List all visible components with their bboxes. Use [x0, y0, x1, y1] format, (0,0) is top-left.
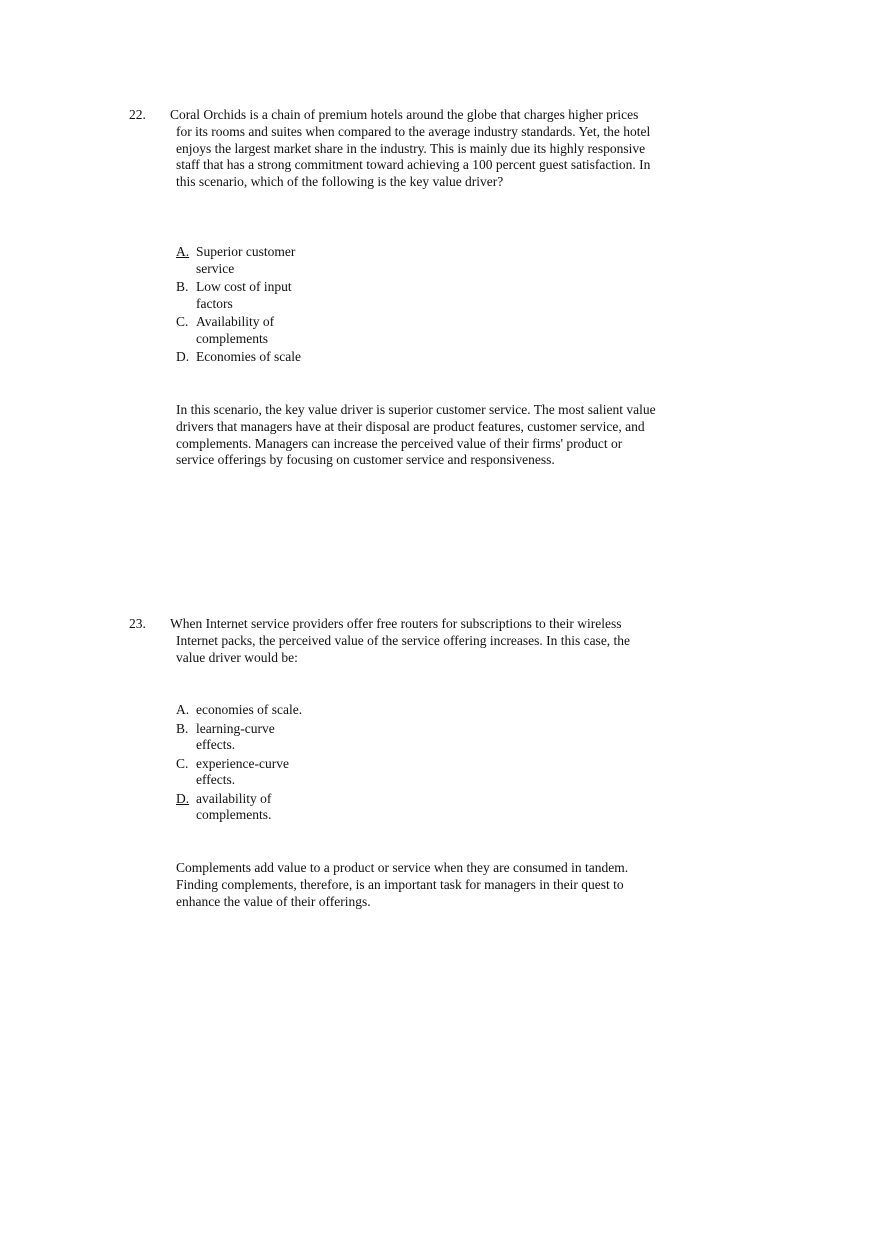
- option-text: availability of complements.: [196, 790, 272, 822]
- option-a: [176, 702, 336, 719]
- option-letter: C.: [176, 755, 189, 771]
- option-text: Availability of complements: [196, 314, 275, 346]
- option-text: Economies of scale: [196, 349, 301, 364]
- answer-explanation: Complements add value to a product or service when they are consumed in tandem. Finding complements, therefore, is an important task for managers in their quest to enhance the value of their offerings.: [176, 860, 629, 909]
- option-letter: D.: [176, 349, 190, 364]
- option-text: Superior customer service: [196, 244, 296, 276]
- option-text: economies of scale.: [196, 702, 303, 717]
- question-stem: When Internet service providers offer free routers for subscriptions to their wireless Internet packs, the perceived value of the service offering increases. In this case, the value driver would be:: [170, 616, 631, 665]
- question-stem: Coral Orchids is a chain of premium hotels around the globe that charges higher prices for its rooms and suites when compared to the average industry standards. Yet, the hotel enjoys the largest market share in the industry. This is mainly due its highly responsive staff that has a strong commitment toward achieving a 100 percent guest satisfaction. In this scenario, which of the following is the key value driver?: [170, 107, 651, 190]
- option-d: [176, 791, 336, 824]
- option-text: learning-curve effects.: [196, 720, 275, 752]
- option-letter: C.: [176, 314, 189, 329]
- option-c: [176, 756, 336, 789]
- question-number: 23.: [129, 616, 146, 631]
- option-letter: D.: [176, 790, 190, 806]
- option-c: [176, 314, 336, 347]
- option-b: [176, 721, 336, 754]
- option-a: [176, 244, 336, 277]
- option-b: [176, 279, 336, 312]
- question-number: 22.: [129, 107, 146, 122]
- option-letter: A.: [176, 702, 190, 717]
- answer-explanation: In this scenario, the key value driver is superior customer service. The most salient value drivers that managers have at their disposal are product features, customer service, and complements. Managers can increase the perceived value of their firms' product or service offerings by focusing on customer service and responsiveness.: [176, 402, 656, 468]
- option-d: [176, 349, 336, 366]
- answer-options: [176, 244, 336, 368]
- option-letter: B.: [176, 720, 189, 736]
- option-text: Low cost of input factors: [196, 279, 292, 311]
- option-letter: A.: [176, 244, 190, 259]
- answer-options: [176, 702, 336, 826]
- option-text: experience-curve effects.: [196, 755, 289, 787]
- option-letter: B.: [176, 279, 189, 294]
